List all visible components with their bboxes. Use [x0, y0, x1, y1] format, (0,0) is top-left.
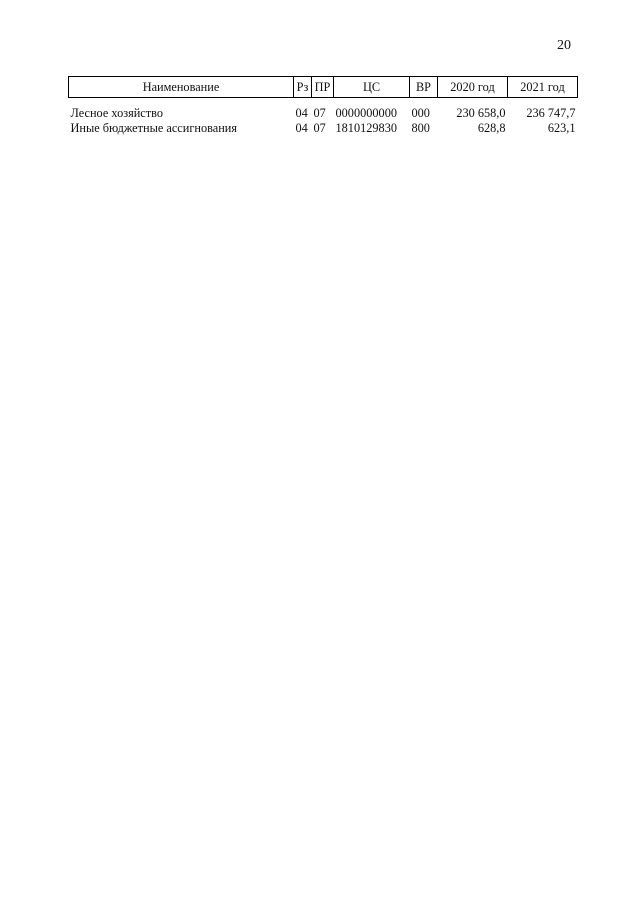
row-name: Иные бюджетные ассигнования	[70, 121, 238, 135]
header-pr: ПР	[312, 77, 334, 98]
row-2020: 230 658,0	[456, 106, 506, 120]
page-number: 20	[557, 38, 571, 53]
row-2020: 628,8	[477, 121, 506, 135]
budget-table	[68, 76, 578, 136]
table-row	[69, 121, 578, 136]
header-cs: ЦС	[334, 77, 410, 98]
header-name: Наименование	[69, 77, 294, 98]
row-pr: 07	[313, 121, 326, 135]
header-2020: 2020 год	[438, 77, 508, 98]
row-vr: 800	[411, 121, 430, 135]
table-row	[69, 106, 578, 121]
spacer-cell	[69, 98, 578, 107]
header-spacer	[69, 98, 578, 107]
header-vr: ВР	[410, 77, 438, 98]
header-2021: 2021 год	[508, 77, 578, 98]
row-cs: 1810129830	[335, 121, 397, 135]
row-vr: 000	[411, 106, 430, 120]
row-rz: 04	[295, 106, 308, 120]
row-cs: 0000000000	[335, 106, 397, 120]
row-pr: 07	[313, 106, 326, 120]
row-2021: 236 747,7	[526, 106, 576, 120]
row-2021: 623,1	[547, 121, 576, 135]
row-rz: 04	[295, 121, 308, 135]
row-name: Лесное хозяйство	[70, 106, 164, 120]
table-header-row	[69, 77, 578, 98]
header-rz: Рз	[294, 77, 312, 98]
